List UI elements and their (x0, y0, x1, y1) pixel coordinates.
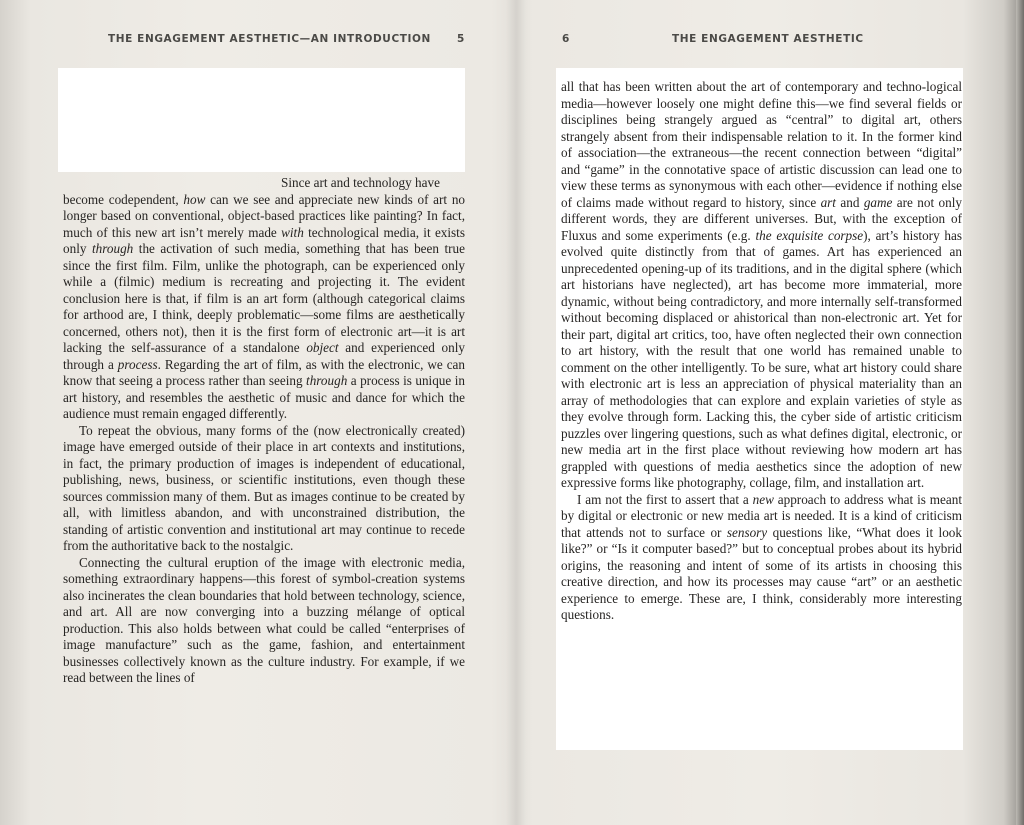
body-paragraph (561, 492, 962, 624)
body-text: Connecting the cultural eruption of the image with electronic media, something extraordinary happens—this forest of symbol-creation systems also incinerates the clean boundaries that hold between technology, science, and art. All are now converging into a buzzing mélange of optical production. This also holds between what could be called “enterprises of image manufacture” such as the game, fashion, and entertainment businesses collectively known as the culture industry. For example, if we read between the lines of (63, 554, 465, 685)
italic-text: object (306, 340, 339, 355)
body-text: all that has been written about the art of contemporary and techno-logical media—however loosely one might define this—we find several fields or disciplines being strangely argued as “central” to digital art, others strangely absent from their indispensable relation to it. In the former kind of association—the extraneous—the recent connection between “digital” and “game” in the connotative space of artistic discussion can lead one to view these terms as synonymous with each other—evidence if nothing else of claims made without regard to history, since (561, 79, 962, 210)
body-text: can we see and appreciate new kinds of art no longer based on conventional, object-based practices like painting? In fact, much of this new art isn’t merely made (63, 191, 466, 240)
body-text: I am not the first to assert that a (577, 491, 753, 507)
page-edge (1016, 0, 1024, 825)
italic-text: the exquisite corpse (755, 227, 864, 243)
italic-text: new (752, 491, 774, 507)
body-text: and (835, 194, 864, 210)
book-gutter (506, 0, 526, 825)
body-paragraph (63, 555, 465, 687)
italic-text: with (281, 224, 304, 240)
body-text: technological media, it exists only (63, 224, 465, 256)
right-page-number: 6 (562, 33, 570, 45)
body-text: and experienced only through a (63, 340, 465, 372)
italic-text: sensory (726, 524, 768, 540)
italic-text: through (91, 241, 134, 256)
body-paragraph (63, 175, 465, 423)
italic-text: how (183, 191, 206, 207)
body-text: approach to address what is meant by digital or electronic or new media art is needed. It is a kind of criticism that attends not to surface or (561, 491, 962, 540)
italic-text: art (820, 194, 836, 210)
left-running-head: THE ENGAGEMENT AESTHETIC—AN INTRODUCTION (108, 33, 431, 45)
body-text: ), art’s history has evolved quite distinctly from that of games. Art has experienced an unprecedented opening-up of its traditions, and in the digital sphere (which art historians have neglected), art has become more immaterial, more dynamic, without being contradictory, and more internally self-transformed without becoming displaced or ahistorical than non-electronic art. Yet for their part, digital art critics, too, have often neglected their own connection to art history, with the result that one world has remained unable to comment on the other intelligently. To be sure, what art history could share with electronic art is less an appreciation of physical materiality than an array of methodologies that can explore and explain varieties of style as they evolve through form. Lacking this, the cyber side of artistic criticism puzzles over lingering questions, such as what defines digital, electronic, or new media art in the first place without reviewing how modern art has grappled with questions of media aesthetics since the adoption of new expressive forms like photography, collage, film, and installation art. (561, 227, 963, 490)
body-text: . Regarding the art of film, as with the electronic, we can know that seeing a process rather than seeing (63, 356, 465, 388)
opening-line: Since art and technology have (281, 175, 440, 190)
right-running-head: THE ENGAGEMENT AESTHETIC (672, 33, 864, 45)
body-text: the activation of such media, something that has been true since the first film. Film, unlike the photograph, can be experienced only while a (filmic) medium is recreating and projecting it. The evident conclusion here is that, if film is an art form (although categorical claims for arthood are, I think, deeply problematic—some films are aesthetically concerned, others not), then it is the first form of electronic art—it is art lacking the self-assurance of a standalone (63, 241, 466, 355)
left-page-number: 5 (457, 33, 465, 45)
body-text: questions like, “What does it look like?” or “Is it computer based?” but to conceptual probes about its hybrid origins, the reasoning and intent of some of its artists in choosing this creative direction, and how its processes may cause “art” or an aesthetic experience to emerge. These are, I think, considerably more interesting questions. (561, 524, 962, 622)
italic-text: process (117, 356, 158, 372)
italic-text: through (306, 373, 348, 388)
body-text: a process is unique in art history, and resembles the aesthetic of music and dance for which the audience must remain engaged differently. (63, 373, 465, 421)
right-page-body (561, 79, 962, 624)
body-paragraph (561, 79, 962, 492)
body-text: To repeat the obvious, many forms of the (now electronically created) image have emerged outside of their place in art contexts and institutions, in fact, the primary production of images is independent of educational, publishing, news, business, or scientific institutions, even though these sources commission many of them. But as images continue to be created by all, with limitless abandon, and with unconstrained distribution, the standing of artistic convention and institutional art may continue to recede from the authoritative back to the nostalgic. (63, 422, 465, 553)
body-text: are not only different words, they are different universes. But, with the exception of Fluxus and some experiments (e.g. (561, 194, 962, 243)
italic-text: game (863, 194, 893, 210)
body-text: become codependent, (63, 191, 184, 207)
body-paragraph (63, 423, 465, 555)
left-page-body (63, 175, 465, 687)
redacted-block (58, 68, 465, 172)
